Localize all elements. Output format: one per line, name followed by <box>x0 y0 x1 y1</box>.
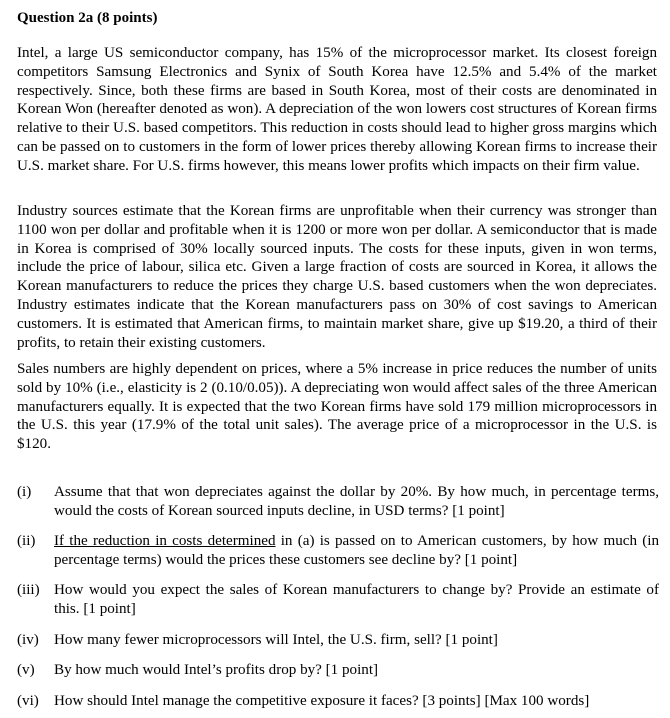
question-text: How many fewer microprocessors will Intel, the U.S. firm, sell? [1 point] <box>54 632 498 648</box>
paragraph-market-context: Intel, a large US semiconductor company, has 15% of the microprocessor market. Its closest foreign competitors Samsung Electronics and Synix of South Korea have 12.5% and 5.4% of the market respectively. Since, both these firms are based in South Korea, most of their costs are denominated in Korean Won (hereafter denoted as won). A depreciation of the won lowers cost structures of Korean firms relative to their U.S. based competitors. This reduction in costs should lead to higher gross margins which can be passed on to customers in the form of lower prices thereby allowing Korean firms to increase their U.S. market share. For U.S. firms however, this means lower profits which impacts on their firm value. <box>17 45 657 174</box>
underlined-phrase: If the reduction in costs determined <box>54 533 276 549</box>
question-number: (iv) <box>17 632 39 648</box>
question-number: (v) <box>17 662 35 678</box>
question-number: (iii) <box>17 582 40 598</box>
question-text-container <box>54 532 659 570</box>
question-number: (vi) <box>17 693 39 709</box>
question-text: How would you expect the sales of Korean manufacturers to change by? Provide an estimate of this. [1 point] <box>54 582 659 617</box>
paragraph-sales-elasticity: Sales numbers are highly dependent on prices, where a 5% increase in price reduces the number of units sold by 10% (i.e., elasticity is 2 (0.10/0.05)). A depreciating won would affect sales of the three American manufacturers equally. It is expected that the two Korean firms have sold 179 million microprocessors in the U.S. this year (17.9% of the total unit sales). The average price of a microprocessor in the U.S. is $120. <box>17 361 657 453</box>
question-text: in (a) is passed on to American customers, by how much (in percentage terms) would the prices these customers see decline by? [1 point] <box>54 533 659 568</box>
paragraph-cost-structure: Industry sources estimate that the Korean firms are unprofitable when their currency was stronger than 1100 won per dollar and profitable when it is 1200 or more won per dollar. A semiconductor that is made in Korea is comprised of 30% locally sourced inputs. The costs for these inputs, given in won terms, include the price of labour, silica etc. Given a large fraction of costs are sourced in Korea, it allows the Korean manufacturers to reduce the prices they charge U.S. based customers when the won depreciates. Industry estimates indicate that the Korean manufacturers pass on 30% of cost savings to American customers. It is estimated that American firms, to maintain market share, give up $19.20, a third of their profits, to retain their existing customers. <box>17 203 657 351</box>
question-title: Question 2a (8 points) <box>17 10 158 26</box>
question-text: How should Intel manage the competitive exposure it faces? [3 points] [Max 100 words] <box>54 693 590 709</box>
question-text: By how much would Intel’s profits drop by? [1 point] <box>54 662 379 678</box>
question-number: (i) <box>17 484 32 500</box>
question-text: Assume that that won depreciates against the dollar by 20%. By how much, in percentage terms, would the costs of Korean sourced inputs decline, in USD terms? [1 point] <box>54 484 659 519</box>
question-number: (ii) <box>17 533 36 549</box>
